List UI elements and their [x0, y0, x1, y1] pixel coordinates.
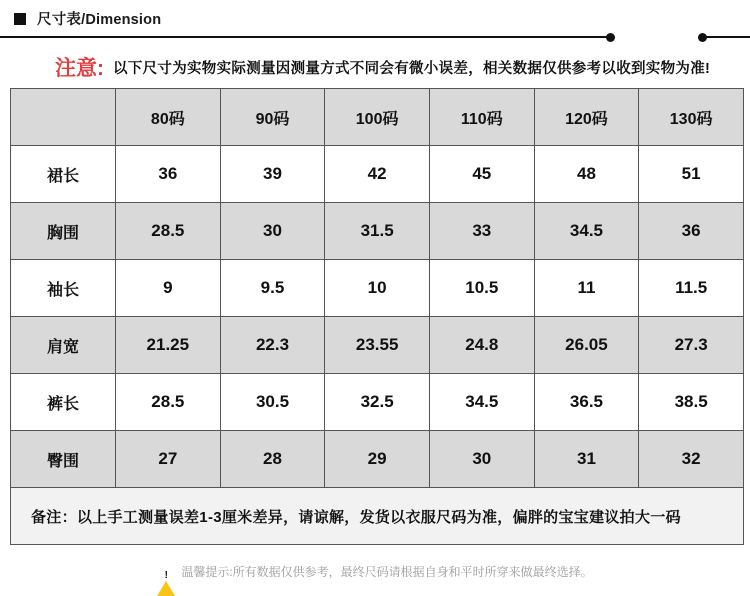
value-cell: 39	[220, 146, 325, 203]
square-bullet-icon	[14, 13, 26, 25]
value-cell: 32.5	[325, 374, 430, 431]
size-header-cell: 120码	[534, 89, 639, 146]
value-cell: 38.5	[639, 374, 744, 431]
row-label-cell: 裙长	[11, 146, 116, 203]
value-cell: 27	[116, 431, 221, 488]
page-title: 尺寸表/Dimension	[37, 12, 162, 28]
value-cell: 30	[220, 203, 325, 260]
value-cell: 51	[639, 146, 744, 203]
row-label-cell: 胸围	[11, 203, 116, 260]
value-cell: 28.5	[116, 203, 221, 260]
notice-label: 注意:	[55, 57, 104, 80]
corner-cell	[11, 89, 116, 146]
size-table	[10, 88, 744, 545]
measurement-notice	[55, 52, 747, 82]
notice-text: 以下尺寸为实物实际测量因测量方式不同会有微小误差，相关数据仅供参考以收到实物为准!	[113, 60, 711, 77]
header-divider-line	[0, 36, 608, 38]
note-row	[11, 488, 744, 545]
value-cell: 28	[220, 431, 325, 488]
value-cell: 36	[116, 146, 221, 203]
size-header-cell: 90码	[220, 89, 325, 146]
value-cell: 36	[639, 203, 744, 260]
measurement-row	[11, 317, 744, 374]
value-cell: 48	[534, 146, 639, 203]
value-cell: 30	[429, 431, 534, 488]
note-cell: 备注：以上手工测量误差1-3厘米差异，请谅解，发货以衣服尺码为准，偏胖的宝宝建议拍大一码	[11, 488, 744, 545]
row-label-cell: 袖长	[11, 260, 116, 317]
value-cell: 30.5	[220, 374, 325, 431]
measurement-row	[11, 374, 744, 431]
bottom-tip	[0, 563, 750, 582]
warning-triangle-icon: !	[157, 567, 175, 582]
measurement-row	[11, 431, 744, 488]
value-cell: 36.5	[534, 374, 639, 431]
row-label-cell: 臀围	[11, 431, 116, 488]
row-label-cell: 裤长	[11, 374, 116, 431]
value-cell: 42	[325, 146, 430, 203]
value-cell: 31	[534, 431, 639, 488]
divider-dot-icon	[606, 33, 615, 42]
value-cell: 34.5	[429, 374, 534, 431]
value-cell: 22.3	[220, 317, 325, 374]
header-divider-line-right	[702, 36, 750, 38]
value-cell: 23.55	[325, 317, 430, 374]
size-header-cell: 80码	[116, 89, 221, 146]
size-header-cell: 110码	[429, 89, 534, 146]
measurement-row	[11, 146, 744, 203]
value-cell: 28.5	[116, 374, 221, 431]
size-header-cell: 130码	[639, 89, 744, 146]
value-cell: 9	[116, 260, 221, 317]
value-cell: 11	[534, 260, 639, 317]
value-cell: 9.5	[220, 260, 325, 317]
value-cell: 11.5	[639, 260, 744, 317]
size-table-body	[11, 146, 744, 488]
size-table-header	[11, 89, 744, 146]
tip-text: 温馨提示:所有数据仅供参考，最终尺码请根据自身和平时所穿来做最终选择。	[181, 565, 593, 579]
section-header	[14, 8, 161, 29]
size-table-footer	[11, 488, 744, 545]
value-cell: 32	[639, 431, 744, 488]
measurement-row	[11, 203, 744, 260]
value-cell: 31.5	[325, 203, 430, 260]
value-cell: 10.5	[429, 260, 534, 317]
value-cell: 21.25	[116, 317, 221, 374]
value-cell: 34.5	[534, 203, 639, 260]
value-cell: 24.8	[429, 317, 534, 374]
value-cell: 10	[325, 260, 430, 317]
row-label-cell: 肩宽	[11, 317, 116, 374]
value-cell: 27.3	[639, 317, 744, 374]
value-cell: 26.05	[534, 317, 639, 374]
measurement-row	[11, 260, 744, 317]
size-header-cell: 100码	[325, 89, 430, 146]
table-header-row	[11, 89, 744, 146]
value-cell: 29	[325, 431, 430, 488]
value-cell: 45	[429, 146, 534, 203]
value-cell: 33	[429, 203, 534, 260]
